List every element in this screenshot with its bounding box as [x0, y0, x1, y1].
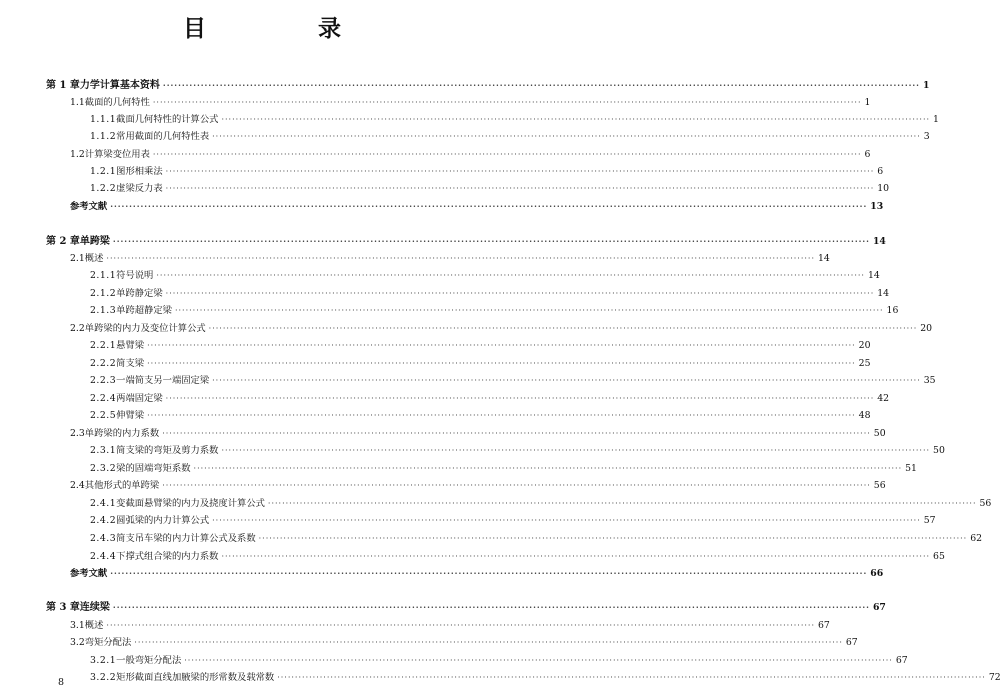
- toc-entry-line: [90, 669, 1001, 686]
- toc-entry-number: 2.3: [70, 428, 85, 439]
- toc-entry-line: [90, 530, 983, 547]
- dot-leader: ········································································································································································································: [156, 271, 865, 280]
- toc-entry-line: [90, 652, 908, 669]
- toc-entry[interactable]: [0, 250, 830, 267]
- dot-leader: ········································································································································································································: [212, 376, 921, 385]
- toc-entry-number: 1.1.2: [90, 131, 117, 142]
- toc-entry-label: 简支吊车梁的内力计算公式及系数: [116, 533, 256, 544]
- toc-entry[interactable]: [0, 390, 890, 407]
- toc-entry-page: 13: [870, 201, 884, 212]
- dot-leader: ········································································································································································································: [165, 167, 875, 176]
- toc-entry-number: 1.2: [70, 149, 85, 160]
- toc-entry-line: [90, 337, 871, 354]
- dot-leader: ········································································································································································································: [134, 638, 843, 647]
- toc-entry[interactable]: [0, 460, 917, 477]
- dot-leader: ········································································································································································································: [174, 306, 884, 315]
- toc-entry[interactable]: [0, 530, 983, 547]
- dot-leader: ········································································································································································································: [208, 324, 918, 333]
- toc-entry[interactable]: [0, 565, 884, 582]
- toc-entry-page: 1: [922, 80, 930, 91]
- toc-entry-line: [90, 372, 936, 389]
- toc-entry-page: 67: [845, 637, 858, 648]
- toc-entry[interactable]: [0, 495, 992, 512]
- toc-entry-page: 56: [979, 498, 992, 509]
- dot-leader: ········································································································································································································: [184, 656, 893, 665]
- toc-entry-page: 35: [923, 375, 936, 386]
- toc-entry-page: 50: [873, 428, 886, 439]
- toc-entry[interactable]: [0, 652, 908, 669]
- dot-leader: ········································································································································································································: [212, 516, 921, 525]
- toc-entry-label: 单跨梁的内力系数: [84, 428, 160, 439]
- toc-entry[interactable]: [0, 634, 858, 651]
- toc-entry[interactable]: [0, 285, 890, 302]
- toc-entry[interactable]: [0, 477, 886, 494]
- toc-entry[interactable]: [0, 442, 945, 459]
- toc-entry[interactable]: [0, 425, 886, 442]
- toc-entry[interactable]: [0, 320, 933, 337]
- toc-entry-line: [70, 94, 871, 111]
- toc-entry-number: 1.1: [70, 97, 85, 108]
- toc-entry[interactable]: [0, 128, 930, 145]
- toc-entry-label: 截面的几何特性: [84, 97, 150, 108]
- toc-entry-page: 25: [858, 358, 871, 369]
- dot-leader: ········································································································································································································: [112, 236, 870, 246]
- toc-entry-label: 虚梁反力表: [116, 183, 163, 194]
- toc-entry-number: 3.2: [70, 637, 85, 648]
- toc-entry-line: [90, 285, 890, 302]
- toc-entry-number: 2.1.1: [90, 270, 117, 281]
- toc-entry[interactable]: [0, 617, 830, 634]
- dot-leader: ········································································································································································································: [221, 552, 931, 561]
- dot-leader: ········································································································································································································: [277, 673, 986, 682]
- toc-entry-number: 2.2.5: [90, 410, 117, 421]
- toc-entry-page: 14: [877, 288, 890, 299]
- toc-entry-page: 48: [858, 410, 871, 421]
- toc-entry-label: 圆弧梁的内力计算公式: [116, 515, 210, 526]
- toc-entry-number: 2.4: [70, 480, 85, 491]
- toc-entry-label: 单跨梁的内力及变位计算公式: [84, 323, 206, 334]
- toc-entry-number: 2.2.1: [90, 340, 117, 351]
- toc-entry-label: 弯矩分配法: [84, 637, 132, 648]
- dot-leader: ········································································································································································································: [162, 481, 871, 490]
- toc-entry-line: [70, 198, 884, 215]
- toc-entry[interactable]: [0, 180, 890, 197]
- toc-entry[interactable]: [0, 163, 884, 180]
- toc-entry-page: 14: [872, 236, 886, 247]
- toc-entry-number: 第 1 章: [46, 80, 80, 91]
- toc-entry-number: 第 3 章: [46, 602, 80, 613]
- toc-entry[interactable]: [0, 267, 880, 284]
- toc-entry-number: 2.1.3: [90, 305, 117, 316]
- toc-entry-page: 67: [818, 620, 830, 631]
- dot-leader: ········································································································································································································: [110, 568, 868, 578]
- dot-leader: ········································································································································································································: [152, 98, 862, 107]
- toc-entry-line: [90, 407, 871, 424]
- dot-leader: ········································································································································································································: [258, 534, 968, 543]
- toc-entry-line: [70, 634, 858, 651]
- toc-entry-number: 2.1.2: [90, 288, 117, 299]
- dot-leader: ········································································································································································································: [221, 446, 931, 455]
- toc-entry-number: 2.2.3: [90, 375, 117, 386]
- toc-entry-number: 3.2.1: [90, 655, 117, 666]
- dot-leader: ········································································································································································································: [106, 621, 815, 630]
- toc-entry[interactable]: [0, 198, 884, 215]
- toc-entry-page: 56: [873, 480, 886, 491]
- toc-entry-line: [90, 442, 945, 459]
- toc-entry-label: 图形相乘法: [116, 166, 163, 177]
- toc-entry-number: 2.3.1: [90, 445, 117, 456]
- toc-entry-line: [90, 512, 936, 529]
- toc-entry[interactable]: [0, 111, 939, 128]
- toc-entry-line: [90, 390, 890, 407]
- dot-leader: ········································································································································································································: [165, 184, 875, 193]
- toc-entry-page: 50: [933, 445, 945, 456]
- dot-leader: ········································································································································································································: [162, 80, 920, 90]
- toc-entry-line: [70, 477, 886, 494]
- toc-entry-label: 概述: [84, 620, 104, 631]
- toc-entry-label: 单跨静定梁: [116, 288, 163, 299]
- toc-entry-number: 2.4.4: [90, 551, 117, 562]
- toc-entry-number: 第 2 章: [46, 236, 80, 247]
- dot-leader: ········································································································································································································: [221, 115, 931, 124]
- dot-leader: ········································································································································································································: [165, 289, 875, 298]
- toc-entry-number: 2.2: [70, 323, 85, 334]
- dot-leader: ········································································································································································································: [165, 394, 875, 403]
- toc-entry-page: 1: [864, 97, 871, 108]
- toc-entry-line: [90, 128, 930, 145]
- toc-entry-line: [90, 355, 871, 372]
- dot-leader: ········································································································································································································: [267, 499, 977, 508]
- toc-entry-line: [70, 146, 871, 163]
- toc-entry-label: 参考文献: [70, 568, 108, 579]
- toc-entry-line: [70, 425, 886, 442]
- toc-entry-page: 10: [877, 183, 890, 194]
- toc-entry-number: 2.2.4: [90, 393, 117, 404]
- toc-entry-number: 2.1: [70, 253, 85, 264]
- dot-leader: ········································································································································································································: [106, 254, 815, 263]
- dot-leader: ········································································································································································································: [193, 464, 903, 473]
- toc-entry[interactable]: [0, 372, 936, 389]
- toc-entry-label: 参考文献: [70, 201, 108, 212]
- toc-entry-label: 截面几何特性的计算公式: [116, 114, 219, 125]
- toc-entry-label: 符号说明: [116, 270, 154, 281]
- toc-entry-label: 概述: [84, 253, 104, 264]
- toc-entry-line: [90, 267, 880, 284]
- toc-entry-label: 伸臂梁: [116, 410, 145, 421]
- toc-entry-number: 2.4.3: [90, 533, 117, 544]
- toc-entry-page: 51: [905, 463, 917, 474]
- toc-entry[interactable]: [0, 302, 899, 319]
- toc-entry-line: [90, 302, 899, 319]
- dot-leader: ········································································································································································································: [212, 132, 921, 141]
- toc-entry-label: 变截面悬臂梁的内力及挠度计算公式: [116, 498, 265, 509]
- toc-entry-label: 计算梁变位用表: [84, 149, 150, 160]
- toc-entry-page: 1: [933, 114, 939, 125]
- page-title: 目 录: [182, 16, 393, 42]
- dot-leader: ········································································································································································································: [147, 341, 856, 350]
- toc-entry-line: [90, 111, 939, 128]
- toc-entry-page: 6: [877, 166, 884, 177]
- toc-entry-page: 62: [970, 533, 983, 544]
- toc-entry-line: [70, 250, 830, 267]
- toc-entry-page: 66: [870, 568, 884, 579]
- toc-entry-line: [90, 163, 884, 180]
- toc-entry-label: 简支梁: [116, 358, 145, 369]
- toc-entry-label: 下撑式组合梁的内力系数: [116, 551, 219, 562]
- toc-entry-page: 6: [864, 149, 871, 160]
- toc-entry-page: 42: [877, 393, 890, 404]
- toc-entry-label: 单跨超静定梁: [116, 305, 172, 316]
- toc-entry-number: 2.3.2: [90, 463, 117, 474]
- toc-entry[interactable]: [0, 77, 930, 94]
- toc-entry[interactable]: [0, 94, 871, 111]
- dot-leader: ········································································································································································································: [147, 411, 856, 420]
- dot-leader: ········································································································································································································: [162, 429, 871, 438]
- toc-entry-line: [90, 495, 992, 512]
- toc-entry-page: 67: [895, 655, 908, 666]
- toc-entry-line: [90, 460, 917, 477]
- toc-entry-page: 14: [867, 270, 880, 281]
- toc-entry-label: 梁的固端弯矩系数: [116, 463, 191, 474]
- toc-entry-number: 1.2.2: [90, 183, 117, 194]
- dot-leader: ········································································································································································································: [112, 602, 870, 612]
- toc-entry-number: 2.4.1: [90, 498, 117, 509]
- toc-entry[interactable]: [0, 599, 886, 616]
- toc-entry-page: 72: [988, 672, 1001, 683]
- dot-leader: ········································································································································································································: [110, 201, 868, 211]
- toc-entry[interactable]: [0, 337, 871, 354]
- toc-entry-line: [46, 77, 930, 94]
- toc-entry-label: 简支梁的弯矩及剪力系数: [116, 445, 219, 456]
- toc-entry-line: [90, 180, 890, 197]
- toc-entry-label: 单跨梁: [79, 236, 110, 247]
- toc-entry-number: 2.4.2: [90, 515, 117, 526]
- toc-entry[interactable]: [0, 669, 1001, 686]
- toc-entry-label: 悬臂梁: [116, 340, 145, 351]
- toc-entry[interactable]: [0, 407, 871, 424]
- toc-entry-page: 67: [872, 602, 886, 613]
- toc-entry-page: 16: [886, 305, 899, 316]
- dot-leader: ········································································································································································································: [147, 359, 856, 368]
- toc-entry-number: 1.1.1: [90, 114, 117, 125]
- toc-entry-page: 20: [920, 323, 933, 334]
- toc-entry-label: 一般弯矩分配法: [116, 655, 182, 666]
- toc-entry-label: 常用截面的几何特性表: [116, 131, 210, 142]
- toc-entry[interactable]: [0, 233, 886, 250]
- toc-entry-number: 1.2.1: [90, 166, 117, 177]
- dot-leader: ········································································································································································································: [152, 150, 862, 159]
- toc-entry-number: 2.2.2: [90, 358, 117, 369]
- toc-entry-label: 其他形式的单跨梁: [84, 480, 160, 491]
- toc-entry-line: [70, 320, 933, 337]
- toc-entry-page: 65: [933, 551, 945, 562]
- toc-entry-page: 3: [923, 131, 930, 142]
- toc-entry-number: 3.1: [70, 620, 85, 631]
- toc-entry-label: 一端简支另一端固定梁: [116, 375, 210, 386]
- toc-entry-label: 两端固定梁: [116, 393, 163, 404]
- toc-entry-line: [90, 548, 945, 565]
- toc-entry-line: [46, 599, 886, 616]
- page-number: 8: [58, 677, 65, 688]
- toc-entry-label: 力学计算基本资料: [79, 80, 160, 91]
- toc-entry-page: 14: [818, 253, 830, 264]
- toc-entry-label: 连续梁: [79, 602, 110, 613]
- toc-entry[interactable]: [0, 512, 936, 529]
- toc-entry-line: [70, 617, 830, 634]
- toc-entry-page: 20: [858, 340, 871, 351]
- toc-entry-line: [46, 233, 886, 250]
- toc-entry[interactable]: [0, 146, 871, 163]
- toc-entry-number: 3.2.2: [90, 672, 117, 683]
- toc-entry[interactable]: [0, 355, 871, 372]
- toc-entry-page: 57: [923, 515, 936, 526]
- toc-entry[interactable]: [0, 548, 945, 565]
- toc-entry-line: [70, 565, 884, 582]
- toc-entry-label: 矩形截面直线加腋梁的形常数及载常数: [116, 672, 275, 683]
